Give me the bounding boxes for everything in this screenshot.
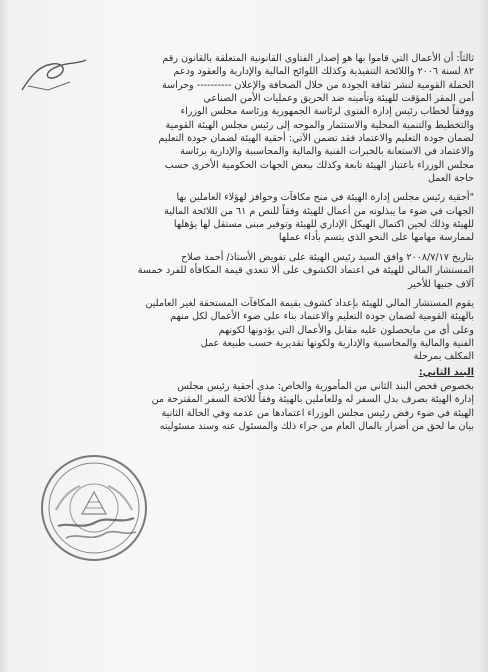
text-line: "أحقية رئيس مجلس إدارة الهيئة في منح مكافآت وحوافز لهؤلاء العاملين بها [176,192,474,204]
text-line: مجلس الوزراء باعتبار الهيئة تابعة وكذلك ببعض الجهات الحكومية الأخرى حسب [164,159,474,171]
text-line: لضمان جودة التعليم والاعتماد فقد تضمن الآتي: أحقية الهيئة لضمان جودة التعليم [158,133,474,145]
paragraph-3 [12,251,474,291]
text-line: بالهيئة القومية لضمان جودة التعليم والاعتماد بناء على ضوء الأعمال لكل منهم [170,311,474,323]
section-heading: البند الثاني: [418,366,474,378]
text-line: بتاريخ ٢٠٠٨/٧/١٧ وافق السيد رئيس الهيئة على تفويض الأستاذ/ أحمد صلاح [181,251,474,263]
text-line: الهيئة في ضوء رفض رئيس مجلس الوزراء اعتمادها من عدمه وفي الحالة الثانية [161,407,474,419]
text-line: لممارسة مهامها على النحو الذي يتسم بأداء عملها [278,232,474,244]
text-line: الحملة القومية لنشر ثقافة الجودة من خلال الصحافة والإعلان ---------- وحراسة [161,79,474,91]
text-line: يقوم المستشار المالي للهيئة بإعداد كشوف بقيمة المكافآت المستحقة لغير العاملين [145,297,474,309]
paragraph-1 [12,52,474,185]
left-edge-shadow [0,0,10,672]
paragraph-4 [12,297,474,364]
paragraph-final [12,380,474,433]
right-edge-shadow [478,0,488,672]
document-body [12,52,474,433]
text-line: والاعتماد في الاستعانة بالخبرات الفنية والمالية والمحاسبية والإدارية برئاسة [180,146,474,158]
text-line: المكلف بمرحلة [413,351,474,363]
text-line: حاجة العمل [427,173,474,185]
text-line: المستشار المالي للهيئة في اعتماد الكشوف على ألا تتعدى قيمة المكافأة للفرد خمسة [137,265,474,277]
text-line: الفنية والمالية والمحاسبية والإدارية ولكونها تقديرية حسب طبيعة عمل [200,337,474,349]
text-line: أمن المقر المؤقت للهيئة وتأمينه ضد الحريق وعمليات الأمن الصناعي [203,93,474,105]
text-line: ثالثاً: أن الأعمال التي قاموا بها هو إصدار الفتاوى القانونية المتعلقة بالقانون رقم [162,53,474,64]
text-line: الجهات في ضوء ما يبذلونه من أعمال للهيئة وفقاً للنص م ٦١ من اللائحة المالية [164,205,474,217]
text-line: ووفقاً لخطاب رئيس إدارة الفتوى لرئاسة الجمهورية ورئاسة مجلس الوزراء [180,106,474,118]
text-line: آلاف جنيها للأخير [407,278,474,290]
official-seal-icon [38,452,150,564]
text-line: والتخطيط والتنمية المحلية والاستثمار والموجه إلى رئيس مجلس الهيئة القومية [165,119,474,131]
text-line: بخصوص فحص البند الثاني من المأمورية والخاص: مدى أحقية رئيس مجلس [177,380,474,392]
paragraph-2 [12,191,474,244]
text-line: وعلى أي من مايحصلون عليه مقابل والأعمال التي يؤدونها لكونهم [218,324,474,336]
text-line: ٨٢ لسنة ٢٠٠٦ واللائحة التنفيذية وكذلك اللوائح المالية والإدارية والعقود ودعم [173,66,474,78]
text-line: للهيئة وذلك لحين اكتمال الهيكل الإداري للهيئة وتوفير مبنى مستقل لها يؤهلها [173,219,474,231]
text-line: بيان ما لحق من أضرار بالمال العام من جراء ذلك والمسئول عنه وسند مسئوليته [159,420,474,432]
text-line: إدارة الهيئة بصرف بدل السفر له وللعاملين بالهيئة وفقاً للائحة السفر المقترحة من [151,394,474,406]
